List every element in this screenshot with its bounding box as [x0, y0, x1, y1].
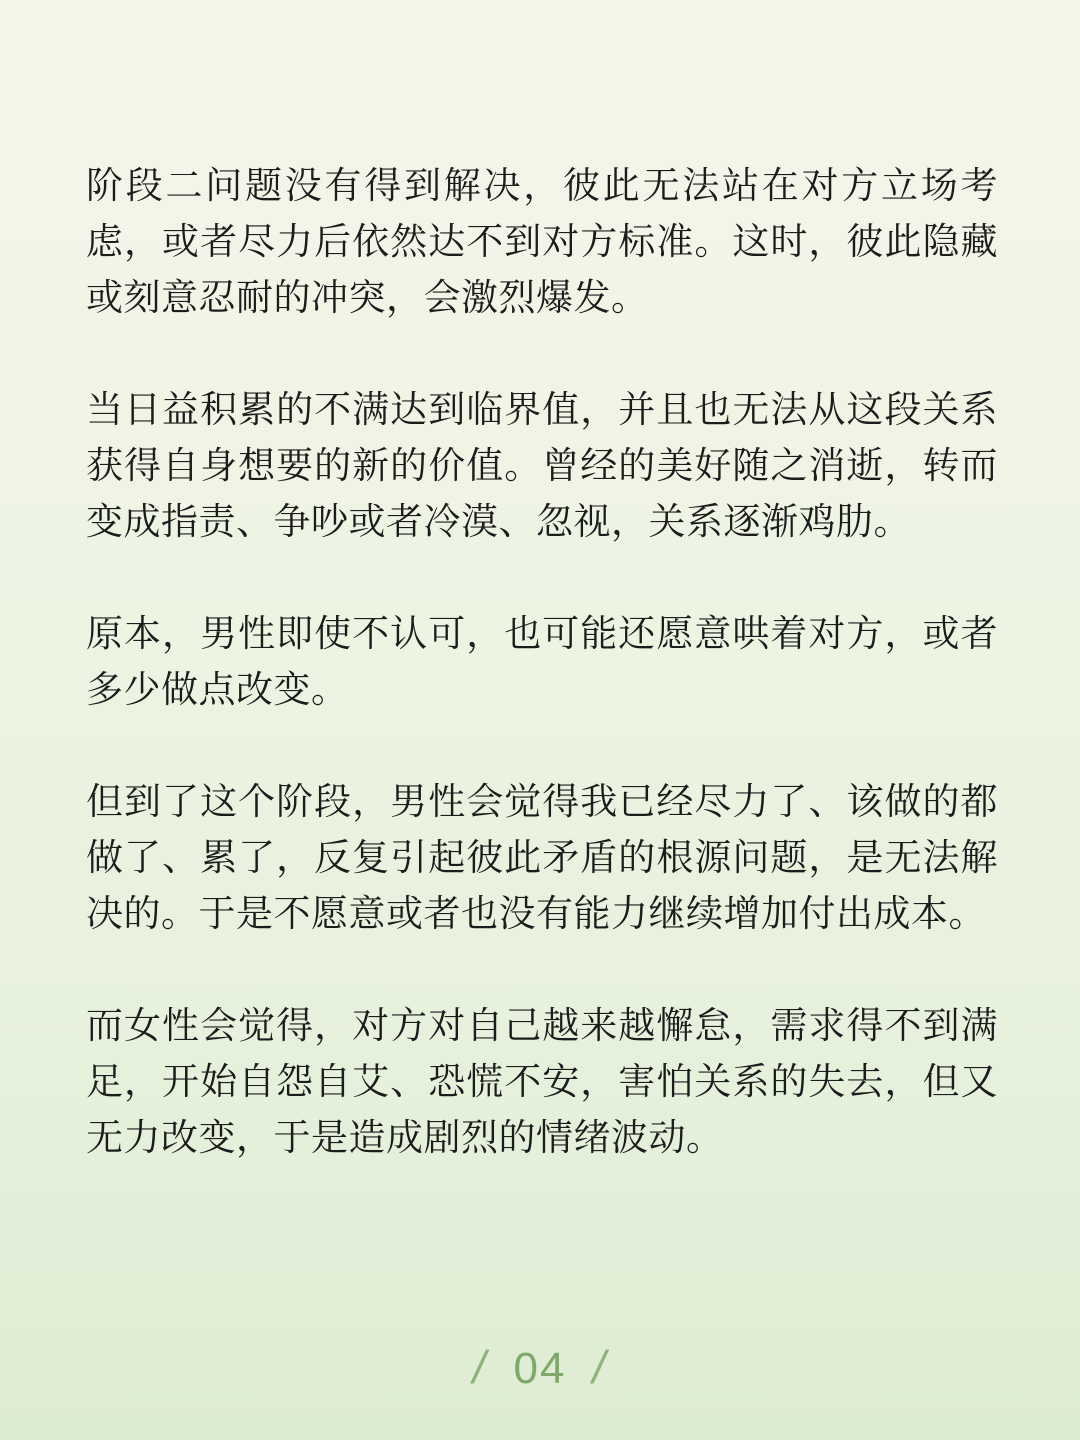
page-number-footer: [0, 1340, 1080, 1394]
paragraph-4: 但到了这个阶段，男性会觉得我已经尽力了、该做的都做了、累了，反复引起彼此矛盾的根源问题，是无法解决的。于是不愿意或者也没有能力继续增加付出成本。: [86, 780, 998, 935]
paragraph-2: 当日益积累的不满达到临界值，并且也无法从这段关系获得自身想要的新的价值。曾经的美好随之消逝，转而变成指责、争吵或者冷漠、忽视，关系逐渐鸡肋。: [86, 388, 998, 543]
paragraph-3: 原本，男性即使不认可，也可能还愿意哄着对方，或者多少做点改变。: [86, 612, 998, 711]
article-body: [86, 158, 998, 1222]
paragraph-5: 而女性会觉得，对方对自己越来越懈怠，需求得不到满足，开始自怨自艾、恐慌不安，害怕关系的失去，但又无力改变，于是造成剧烈的情绪波动。: [86, 1004, 998, 1159]
paragraph-1: 阶段二问题没有得到解决，彼此无法站在对方立场考虑，或者尽力后依然达不到对方标准。这时，彼此隐藏或刻意忍耐的冲突，会激烈爆发。: [86, 164, 998, 319]
footer-slash-left: /: [472, 1341, 488, 1393]
page-number: 04: [513, 1344, 567, 1393]
footer-slash-right: /: [592, 1341, 608, 1393]
